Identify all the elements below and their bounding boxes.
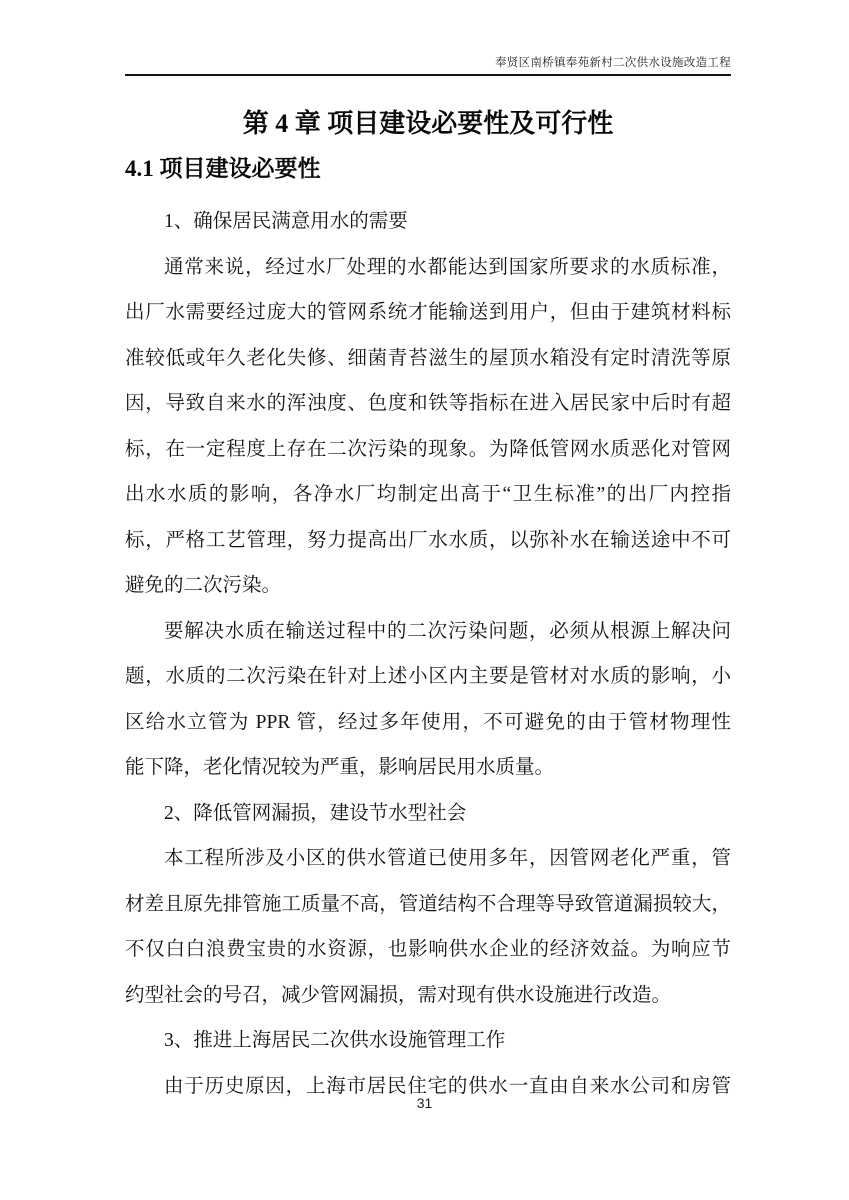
- paragraph-necessity-1: [125, 245, 731, 609]
- text-line: 由于历史原因，上海市居民住宅的供水一直由自来水公司和房管: [164, 1075, 731, 1097]
- text-line: 出水水质的影响，各净水厂均制定出高于“卫生标准”的出厂内控指: [125, 484, 731, 505]
- page-number: 31: [416, 1095, 433, 1111]
- paragraph-necessity-2: [125, 609, 731, 791]
- text-line: 能下降，老化情况较为严重，影响居民用水质量。: [125, 757, 555, 778]
- text-line: 题，水质的二次污染在针对上述小区内主要是管材对水质的影响，小: [125, 666, 731, 687]
- text-line: 区给水立管为 PPR 管，经过多年使用，不可避免的由于管材物理性: [125, 711, 731, 733]
- page-header: [125, 0, 731, 76]
- text-line: 不仅白白浪费宝贵的水资源，也影响供水企业的经济效益。为响应节: [125, 939, 731, 960]
- text-line: 本工程所涉及小区的供水管道已使用多年，因管网老化严重，管: [164, 848, 731, 869]
- text-line: 避免的二次污染。: [125, 575, 282, 596]
- text-line: 通常来说，经过水厂处理的水都能达到国家所要求的水质标准，: [164, 256, 731, 278]
- paragraph-item-1: [125, 199, 731, 245]
- text-line: 约型社会的号召，减少管网漏损，需对现有供水设施进行改造。: [125, 984, 672, 1006]
- paragraph-item-2: [125, 791, 731, 837]
- text-line: 3、推进上海居民二次供水设施管理工作: [164, 1030, 506, 1051]
- document-body: [125, 199, 731, 1109]
- text-line: 1、确保居民满意用水的需要: [164, 211, 408, 232]
- chapter-title: 第 4 章 项目建设必要性及可行性: [242, 109, 614, 138]
- paragraph-leakage: [125, 836, 731, 1018]
- text-line: 因，导致自来水的浑浊度、色度和铁等指标在进入居民家中后时有超: [125, 393, 731, 414]
- text-line: 材差且原先排管施工质量不高，管道结构不合理等导致管道漏损较大，: [125, 893, 731, 915]
- text-line: 出厂水需要经过庞大的管网系统才能输送到用户，但由于建筑材料标: [125, 302, 731, 323]
- paragraph-item-3: [125, 1018, 731, 1064]
- text-line: 2、降低管网漏损，建设节水型社会: [164, 802, 467, 824]
- text-line: 要解决水质在输送过程中的二次污染问题，必须从根源上解决问: [164, 620, 731, 642]
- header-project-title: 奉贤区南桥镇奉苑新村二次供水设施改造工程: [495, 57, 731, 69]
- text-line: 准较低或年久老化失修、细菌青苔滋生的屋顶水箱没有定时清洗等原: [125, 347, 731, 369]
- section-heading: 4.1 项目建设必要性: [125, 156, 321, 181]
- text-line: 标，在一定程度上存在二次污染的现象。为降低管网水质恶化对管网: [125, 438, 731, 460]
- text-line: 标，严格工艺管理，努力提高出厂水水质，以弥补水在输送途中不可: [125, 529, 731, 551]
